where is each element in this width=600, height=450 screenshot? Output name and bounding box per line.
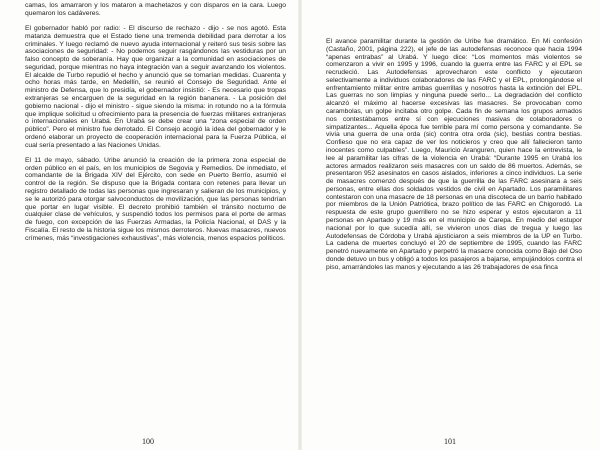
right-page <box>300 0 600 450</box>
left-page-number: 100 <box>142 437 154 446</box>
right-page-number: 101 <box>444 437 456 446</box>
right-paragraph-1: El avance paramilitar durante la gestión de Uribe fue dramático. En Mi confesión (Castaño, 2001, página 222), el jefe de las autodefensas reconoce que hacia 1994 “apenas entrabas” al Urabá. Y luego dice: “Los momentos más violentos se comenzaron a vivir en 1995 y 1996, cuando la guerra entre las FARC y el EPL se recrudeció. Las Autodefensas aprovecharon este conflicto y ejecutaron selectivamente a individuos colaboradores de las FARC y el EPL, prolongándose el enfrentamiento militar entre ambas guerrillas y nosotros hasta la extinción del EPL. Las guerras no son limpias y ninguna puede serlo... La degradación del conflicto alcanzó el máximo al hacerse excesivas las masacres. Se provocaban como carambolas, un golpe incitaba otro golpe. Cada fin de semana los grupos armados nos contestábamos entre sí con ejecuciones masivas de colaboradores o simpatizantes... Aquella época fue terrible para mí como persona y comandante. Se vivía una guerra de una orda (sic) contra otra orda (sic), bestias contra bestias. Confieso que no era capaz de ver los noticieros y creo que allí fallecieron tanto inocentes como culpables”. Luego, Mauricio Aranguren, quien hace la entrevista, le lee al paramilitar las cifras de la violencia en Urabá: “Durante 1995 en Urabá los actores armados realizaron seis masacres con un saldo de 86 muertos. Además, se presentaron 952 asesinatos en casos aislados, inferiores a cinco individuos. La serie de masacres comenzó después de que la guerrilla de las FARC asesinara a seis personas, entre ellas dos soldados vestidos de civil en Apartado. Los paramilitares contestaron con una masacre de 18 personas en una discoteca de un barrio habitado por miembros de la Unión Patriótica, brazo político de las FARC en Chigorodó. La respuesta de este grupo guerrillero no se hizo esperar y estos ejecutaron a 11 personas en Apartado y 19 más en el municipio de Carepa. En medio del estupor nacional por lo que sucedía allí, se vivieron unos días de tregua y luego las Autodefensas de Córdoba y Urabá ajusticiaron a seis miembros de la UP en Turbo. La cadena de muertes concluyó el 20 de septiembre de 1995, cuando las FARC penetró nuevamente en Apartado y perpetró la masacre conocida como Bajo del Oso donde detuvo un bus y obligó a todos los pasajeros a bajarse, empujándolos contra el piso, amarrándoles las manos y ejecutando a las 26 trabajadores de esa finca <box>326 38 582 271</box>
right-page-text <box>326 38 582 271</box>
left-paragraph-2: El gobernador habló por radio: - El discurso de rechazo - dijo - se nos agotó. Esta matanza demuestra que el Estado tiene una tremenda debilidad para derrotar a los criminales. Y luego reclamó de nuevo ayuda internacional y reiteró sus tesis sobre las asociaciones de seguridad: - No podemos seguir rasgándonos las vestiduras por un falso concepto de soberanía. Hay que organizar a la comunidad en asociaciones de seguridad, porque mientras no haya integración van a seguir avanzando los violentos. El alcalde de Turbo repudió el hecho y anunció que se tomarían medidas. Cuarenta y ocho horas más tarde, en Medellín, se reunió el Consejo de Seguridad. Ante el ministro de Defensa, que lo presidía, el gobernador insistió: - Es necesario que tropas extranjeras se encarguen de la seguridad en la región bananera. - La posición del gobierno nacional - dijo el ministro - sigue siendo la misma: in rotundo no a la fórmula que implique solicitud u ofrecimiento para la presencia de fuerzas militares extranjeras o internacionales en Urabá. En Urabá se debe crear una “zona especial de orden público”. Pero el ministro fue derrotado. El Consejo acogió la idea del gobernador y le ordenó elaborar un proyecto de cooperación internacional para la Fuerza Pública, el cual sería presentado a las Naciones Unidas. <box>25 24 286 149</box>
left-paragraph-3: El 11 de mayo, sábado. Uribe anunció la creación de la primera zona especial de orden público en el país, en los municipios de Segovia y Remedios. De inmediato, el comandante de la Brigada XIV del Ejército, con sede en Puerto Berrío, asumió el control de la región. Se dispuso que la Brigada contara con retenes para llevar un registro detallado de todas las personas que ingresaran y salieran de los municipios, y se le autorizó para otorgar salvoconductos de movilización, que las personas tendrían que portar en lugar visible. El decreto prohibió también el tránsito nocturno de cualquier clase de vehículos, y suspendió todos los permisos para el porte de armas de fuego, con excepción de las Fuerzas Armadas, la Policía Nacional, el DAS y la Fiscalía. El resto de la historia sigue los mismos derroteros. Nuevas masacres, nuevos crímenes, más “investigaciones exhaustivas”, más violencia, menos espacios políticos. <box>25 156 286 242</box>
left-page-text <box>25 2 286 242</box>
left-paragraph-1: camas, los amarraron y los mataron a machetazos y con disparos en la cara. Luego quemaron los cadáveres. <box>25 2 286 17</box>
